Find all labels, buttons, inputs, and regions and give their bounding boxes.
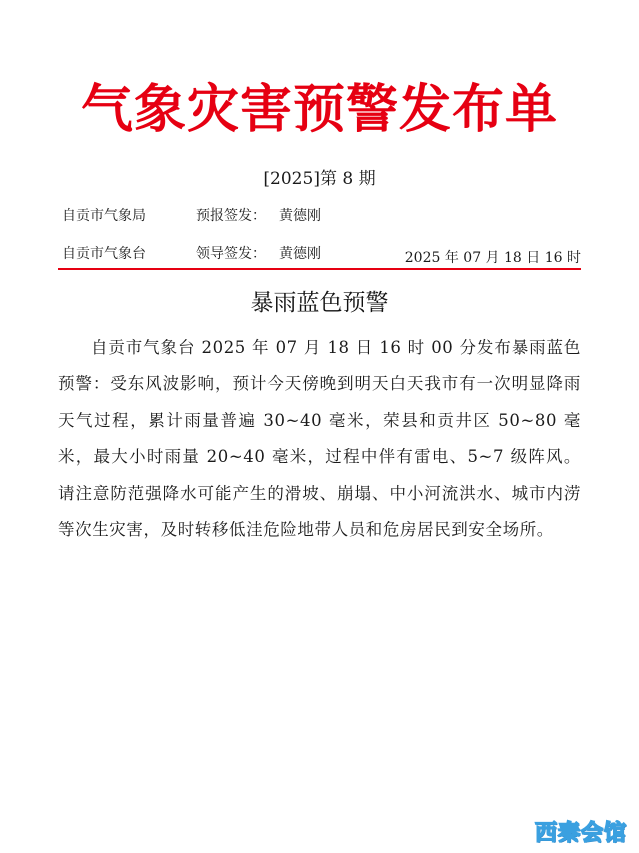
signoff-name: 黄德刚 (279, 246, 321, 262)
warning-body-text: 自贡市气象台 2025 年 07 月 18 日 16 时 00 分发布暴雨蓝色预警：受东风波影响，预计今天傍晚到明天白天我市有一次明显降雨天气过程，累计雨量普遍 30~40 毫米，荣县和贡井区 50~80 毫米，最大小时雨量 20~40 毫米，过程中伴有雷电、5~7 级阵风。请注意防范强降水可能产生的滑坡、崩塌、中小河流洪水、城市内涝等次生灾害，及时转移低洼危险地带人员和危房居民到安全场所。 (58, 338, 581, 540)
signoff-name: 黄德刚 (279, 208, 321, 224)
issuing-organization: 自贡市气象台 (62, 246, 146, 262)
issuing-organization: 自贡市气象局 (62, 208, 146, 224)
signoff-role-label: 预报签发： (196, 208, 266, 224)
document-title: 气象灾害预警发布单 (80, 80, 558, 140)
issue-date: 2025 年 07 月 18 日 16 时 (404, 250, 581, 266)
warning-title: 暴雨蓝色预警 (250, 290, 389, 316)
issue-number: [2025]第 8 期 (263, 169, 376, 189)
header-divider (58, 268, 581, 270)
signoff-role-label: 领导签发： (196, 246, 266, 262)
watermark-logo: 西秦会馆 (534, 821, 627, 846)
